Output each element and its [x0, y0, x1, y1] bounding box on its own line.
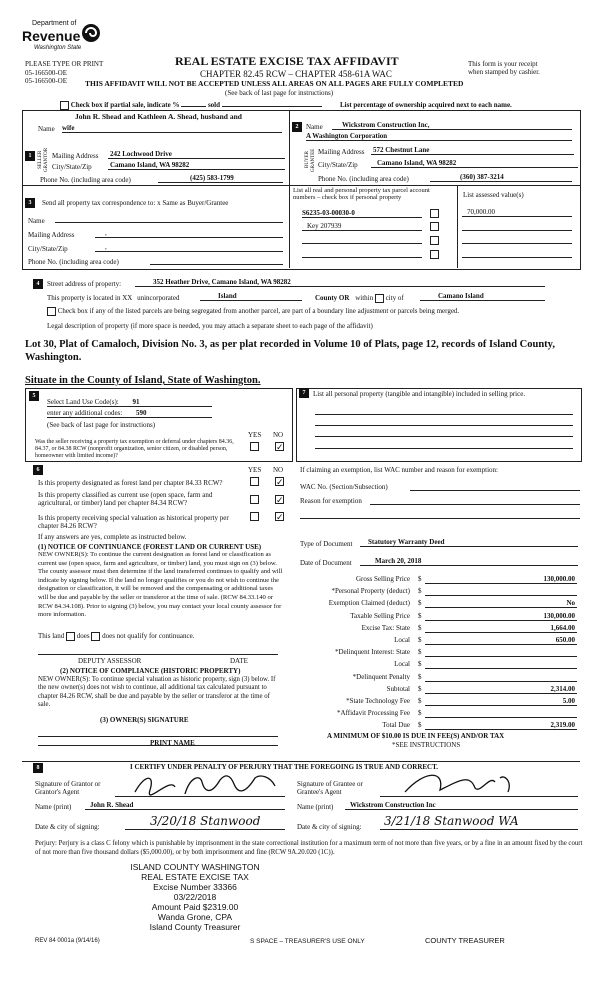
county-treasurer: COUNTY TREASURER — [425, 936, 505, 945]
fee-dollar-sign: $ — [418, 575, 422, 583]
notice-1-text: NEW OWNER(S): To continue the current designation as forest land or classification as current use (open space, farm and agriculture, or timber) land, you must sign on (3) below. The county assessor must then determine if the land transferred continues to qualify and will indicate by signing below. If the land no longer qualifies or you do not wish to continue the designation or classification, it will be removed and the compensating or additional taxes will be due and payable by the seller or transferor at the time of sale. (RCW 84.33.140 or RCW 84.34.108). Prior to signing (3) below, you may contact your local county assessor for more information. — [38, 551, 283, 619]
fee-underline — [425, 668, 577, 669]
doc-type-value: Statutory Warranty Deed — [360, 538, 578, 547]
section5-no: NO — [273, 431, 284, 439]
fee-label: *Delinquent Interest: State — [334, 648, 410, 656]
stamp-line-7: Island County Treasurer — [149, 922, 241, 932]
logo-revenue: Revenue — [22, 28, 81, 44]
historical-no-checkbox[interactable]: ✓ — [276, 512, 284, 522]
stamp-line-2: REAL ESTATE EXCISE TAX — [141, 872, 249, 882]
correspondence-label: Send all property tax correspondence to: x Same as Buyer/Grantee — [42, 199, 229, 207]
grantee-name-label: Name (print) — [297, 803, 334, 811]
parcel-header: List all real and personal property tax parcel account numbers – check box if personal property — [293, 187, 430, 202]
stamp-line-4: 03/22/2018 — [173, 892, 217, 902]
fee-underline — [425, 583, 577, 584]
receipt-note-2: when stamped by cashier. — [468, 68, 540, 76]
fee-label: Exemption Claimed (deduct) — [328, 599, 410, 607]
owner-signature-label: (3) OWNER(S) SIGNATURE — [100, 716, 189, 724]
doc-date-value: March 20, 2018 — [360, 557, 578, 566]
grantor-name-row — [35, 803, 71, 811]
section-5-badge: 5 — [29, 391, 39, 401]
corr-mail: , — [95, 229, 283, 238]
minimum-note: A MINIMUM OF $10.00 IS DUE IN FEE(S) AND/OR TAX — [327, 732, 505, 740]
seller-names-2: wife — [62, 124, 282, 133]
situate-text: Situate in the County of Island, State of Washington. — [25, 375, 261, 386]
fee-label: *State Technology Fee — [346, 697, 410, 705]
grantee-signature-mark — [400, 770, 520, 798]
buyer-vertical-label: BUYER GRANTEE — [305, 148, 316, 172]
value-1: 70,000.00 — [462, 208, 572, 217]
fee-underline — [425, 595, 577, 596]
value-header: List assessed value(s) — [463, 191, 524, 199]
parcel-3-checkbox[interactable] — [430, 236, 439, 245]
section6-yes: YES — [248, 466, 262, 474]
stamp-line-1: ISLAND COUNTY WASHINGTON — [130, 862, 260, 872]
current-use-no-checkbox[interactable]: ✓ — [276, 495, 284, 505]
stamp-line-6: Wanda Grone, CPA — [157, 912, 233, 922]
segregated-row — [47, 307, 459, 316]
parcel-2-checkbox[interactable] — [430, 222, 439, 231]
parcel-2: Key 207939 — [302, 222, 422, 231]
fee-label: Total Due — [382, 721, 410, 729]
fee-label: Excise Tax: State — [361, 624, 410, 632]
segregated-label: Check box if any of the listed parcels are being segregated from another parcel, are part of a boundary line adjustment or parcels being merged. — [57, 307, 460, 316]
fee-value: 1,664.00 — [550, 624, 575, 632]
seller-vertical-label: SELLER GRANTOR — [38, 147, 49, 173]
exemption-question: Was the seller receiving a property tax exemption or deferral under chapters 84.36, 84.37, or 84.38 RCW (nonprofit organization, senior citizen, or disabled person, homeowner with limited income)? — [35, 439, 234, 459]
within-label: within — [355, 294, 374, 303]
certify-statement: I CERTIFY UNDER PENALTY OF PERJURY THAT THE FOREGOING IS TRUE AND CORRECT. — [130, 763, 439, 771]
section-7-badge: 7 — [299, 388, 309, 398]
sold-label: sold — [207, 101, 221, 110]
forest-question: Is this property designated as forest land per chapter 84.33 RCW? — [38, 479, 223, 487]
fee-label: Gross Selling Price — [355, 575, 410, 583]
fee-dollar-sign: $ — [418, 648, 422, 656]
fee-dollar-sign: $ — [418, 709, 422, 717]
forest-no-checkbox[interactable]: ✓ — [276, 477, 284, 487]
seller-mail-label: Mailing Address — [52, 152, 99, 160]
wac-label: WAC No. (Section/Subsection) — [300, 483, 388, 491]
form-subtitle: CHAPTER 82.45 RCW – CHAPTER 458-61A WAC — [200, 69, 392, 79]
fee-dollar-sign: $ — [418, 636, 422, 644]
legal-description: Lot 30, Plat of Camaloch, Division No. 3, as per plat recorded in Volume 10 of Plats, page 12, records of Island County, Washington. — [25, 339, 555, 363]
fee-dollar-sign: $ — [418, 660, 422, 668]
current-use-question: Is this property classified as current use (open space, farm and agricultural, or timber) land per chapter 84.34 RCW? — [38, 491, 213, 508]
location-row — [47, 294, 179, 302]
fee-label: *Affidavit Processing Fee — [337, 709, 410, 717]
additional-row — [47, 409, 212, 418]
partial-sale-checkbox[interactable] — [60, 101, 69, 110]
treasurer-stamp — [115, 862, 275, 932]
land-use-label: Select Land Use Code(s): — [47, 398, 119, 406]
this-land-label: This land — [38, 632, 65, 641]
grantee-name-row — [297, 803, 333, 811]
exemption-claim-label: If claiming an exemption, list WAC number and reason for exemption: — [300, 466, 498, 474]
exemption-yes-checkbox[interactable] — [250, 442, 259, 451]
unincorporated-label: unincorporated — [137, 294, 180, 302]
buyer-phone-label: Phone No. (including area code) — [318, 175, 409, 183]
seller-city: Camano Island, WA 98282 — [108, 161, 285, 170]
fee-value: 130,000.00 — [543, 575, 575, 583]
historical-question: Is this property receiving special valuation as historical property per chapter 84.26 RCW? — [38, 514, 229, 531]
does-label: does — [76, 632, 90, 641]
fee-underline — [425, 693, 577, 694]
print-name-label: PRINT NAME — [150, 739, 195, 747]
stamp-line-5: Amount Paid $2319.00 — [151, 902, 239, 912]
partial-sale-label: Check box if partial sale, indicate % — [70, 101, 180, 110]
section6-no: NO — [273, 466, 284, 474]
does-not-label: does not qualify for continuance. — [102, 632, 195, 641]
stamp-line-3: Excise Number 33366 — [153, 882, 237, 892]
warning-text: THIS AFFIDAVIT WILL NOT BE ACCEPTED UNLESS ALL AREAS ON ALL PAGES ARE FULLY COMPLETED — [85, 79, 464, 88]
fee-label: Taxable Selling Price — [350, 612, 410, 620]
section-6-badge: 6 — [33, 465, 43, 475]
fee-underline — [425, 620, 577, 621]
historical-yes-checkbox[interactable] — [250, 512, 259, 521]
city-of-checkbox[interactable] — [375, 294, 384, 303]
personal-property-label: List all personal property (tangible and intangible) included in selling price. — [313, 390, 526, 398]
grantor-name-label: Name (print) — [35, 803, 72, 811]
fee-dollar-sign: $ — [418, 697, 422, 705]
section5-yes: YES — [248, 431, 262, 439]
section5-see-back: (See back of last page for instructions) — [47, 421, 156, 429]
grantee-sig-label: Signature of Grantee or Grantee's Agent — [297, 780, 363, 797]
grantor-sig-label: Signature of Grantor or Grantor's Agent — [35, 780, 101, 797]
segregated-checkbox[interactable] — [47, 307, 56, 316]
land-does-checkbox[interactable] — [66, 632, 75, 641]
fee-dollar-sign: $ — [418, 587, 422, 595]
current-use-yes-checkbox[interactable] — [250, 495, 259, 504]
section-1-badge: 1 — [25, 151, 35, 161]
additional-label: enter any additional codes: — [47, 409, 123, 417]
fee-label: Local — [394, 636, 410, 644]
please-type: PLEASE TYPE OR PRINT — [25, 60, 104, 68]
form-code-2: 05-166500-OE — [25, 77, 67, 85]
fee-underline — [425, 632, 577, 633]
rev-code: REV 84 0001a (9/14/16) — [35, 938, 100, 944]
section-8-badge: 8 — [33, 763, 43, 773]
land-use-row — [47, 398, 212, 407]
logo-dept-of: Department of — [32, 20, 77, 27]
notice-2-text: NEW OWNER(S): To continue special valuation as historic property, sign (3) below. If the new owner(s) does not wish to continue, all additional tax calculated pursuant to chapter 84.26 RCW, shall be due and payable by the seller or transferor at the time of sale. — [38, 676, 276, 709]
city-of-label: city of — [385, 294, 404, 303]
fee-underline — [425, 717, 577, 718]
parcel-1: S6235-03-00030-0 — [302, 209, 422, 218]
fee-underline — [425, 607, 577, 608]
land-does-not-checkbox[interactable] — [91, 632, 100, 641]
fee-dollar-sign: $ — [418, 599, 422, 607]
see-back-note: (See back of last page for instructions) — [225, 89, 334, 97]
corr-city-label: City/State/Zip — [28, 245, 68, 253]
revenue-logo — [22, 20, 102, 60]
grantor-name: John R. Shead — [85, 801, 285, 810]
buyer-name: Wickstrom Construction Inc, — [332, 121, 572, 130]
buyer-mail: 572 Chestnut Lane — [371, 146, 574, 155]
doc-type-label: Type of Document — [300, 540, 353, 548]
fee-label: Subtotal — [386, 685, 410, 693]
fee-underline — [425, 705, 577, 706]
deputy-date-label: DATE — [230, 657, 248, 665]
corr-phone-label: Phone No. (including area code) — [28, 258, 119, 266]
fee-dollar-sign: $ — [418, 612, 422, 620]
form-code-1: 05-166500-OE — [25, 69, 67, 77]
section-3-badge: 3 — [25, 198, 35, 208]
corr-name-line — [55, 222, 283, 223]
seller-phone-label: Phone No. (including area code) — [40, 176, 131, 184]
legal-label: Legal description of property (if more space is needed, you may attach a separate sheet to each page of the affidavit) — [47, 322, 373, 330]
section-4-badge: 4 — [33, 279, 43, 289]
seller-names: John R. Shead and Kathleen A. Shead, husband and — [75, 112, 242, 121]
buyer-city-label: City/State/Zip — [318, 161, 358, 169]
treasurer-space: S SPACE – TREASURER'S USE ONLY — [250, 938, 365, 945]
section-2-badge: 2 — [292, 122, 302, 132]
grantee-date-city: 3/21/18 Stanwood WA — [380, 815, 578, 830]
buyer-name-2: A Washington Corporation — [306, 132, 572, 141]
perjury-note: Perjury: Perjury is a class C felony which is punishable by imprisonment in the state correctional institution for a maximum term of not more than five years, or by a fine in an amount fixed by the court of not more than five thousand dollars ($5,000.00), or by both imprisonment and fine (RCW 9A.20.020 (1C)). — [35, 840, 583, 856]
see-instructions: *SEE INSTRUCTIONS — [392, 741, 461, 749]
if-yes-note: If any answers are yes, complete as instructed below. — [38, 533, 187, 541]
grantee-date-label: Date & city of signing: — [297, 823, 362, 831]
additional-value: 590 — [135, 409, 147, 417]
fee-dollar-sign: $ — [418, 624, 422, 632]
seller-city-label: City/State/Zip — [52, 163, 92, 171]
this-land-row — [38, 632, 194, 641]
county-row — [315, 294, 404, 303]
corr-mail-label: Mailing Address — [28, 231, 75, 239]
land-use-value: 91 — [132, 398, 140, 406]
fee-dollar-sign: $ — [418, 721, 422, 729]
parcel-4-checkbox[interactable] — [430, 250, 439, 259]
fee-value: No — [566, 599, 575, 607]
buyer-mail-label: Mailing Address — [318, 148, 365, 156]
doc-date-label: Date of Document — [300, 559, 352, 567]
fee-label: *Personal Property (deduct) — [331, 587, 410, 595]
grantor-date-label: Date & city of signing: — [35, 823, 100, 831]
exemption-no-checkbox[interactable]: ✓ — [276, 442, 284, 452]
county-value: Island — [200, 292, 302, 301]
parcel-1-checkbox[interactable] — [430, 209, 439, 218]
reason-label: Reason for exemption — [300, 497, 362, 505]
pct-ownership-note: List percentage of ownership acquired next to each name. — [340, 101, 512, 109]
seller-phone: (425) 583-1799 — [158, 174, 283, 183]
fee-underline — [425, 681, 577, 682]
fee-underline — [425, 656, 577, 657]
fee-value: 650.00 — [555, 636, 575, 644]
forest-yes-checkbox[interactable] — [250, 477, 259, 486]
corr-name-label: Name — [28, 217, 45, 225]
revenue-swirl-icon — [80, 22, 102, 44]
receipt-note-1: This form is your receipt — [468, 60, 538, 68]
logo-state: Washington State — [34, 45, 82, 51]
grantee-name: Wickstrom Construction Inc — [345, 801, 578, 810]
buyer-city: Camano Island, WA 98282 — [371, 159, 578, 168]
county-or-label: County OR — [315, 294, 350, 303]
fee-label: *Delinquent Penalty — [352, 673, 410, 681]
form-title: REAL ESTATE EXCISE TAX AFFIDAVIT — [175, 54, 399, 68]
seller-mail: 242 Lochwood Drive — [108, 150, 285, 159]
seller-name-label: Name — [38, 125, 55, 133]
fee-value: 2,314.00 — [550, 685, 575, 693]
buyer-name-label: Name — [306, 123, 323, 131]
fee-dollar-sign: $ — [418, 685, 422, 693]
buyer-phone: (360) 387-3214 — [430, 173, 572, 182]
city-value: Camano Island — [420, 292, 545, 301]
deputy-assessor-label: DEPUTY ASSESSOR — [78, 657, 142, 665]
fee-value: 5.00 — [562, 697, 575, 705]
notice-1-title: (1) NOTICE OF CONTINUANCE (FOREST LAND OR CURRENT USE) — [38, 543, 262, 551]
fee-value: 130,000.00 — [543, 612, 575, 620]
partial-sale-row — [60, 101, 322, 110]
notice-2-title: (2) NOTICE OF COMPLIANCE (HISTORIC PROPERTY) — [60, 667, 241, 675]
street-address: 352 Heather Drive, Camano Island, WA 98282 — [135, 278, 545, 287]
grantor-signature-mark — [130, 772, 280, 798]
fee-label: Local — [394, 660, 410, 668]
fee-underline — [425, 644, 577, 645]
corr-phone-line — [150, 264, 283, 265]
fee-value: 2,319.00 — [550, 721, 575, 729]
street-label: Street address of property: — [47, 280, 122, 288]
located-label: This property is located in XX — [47, 294, 133, 302]
grantor-date-city: 3/20/18 Stanwood — [125, 815, 285, 830]
fee-dollar-sign: $ — [418, 673, 422, 681]
corr-city: , — [95, 243, 283, 252]
fee-underline — [425, 729, 577, 730]
